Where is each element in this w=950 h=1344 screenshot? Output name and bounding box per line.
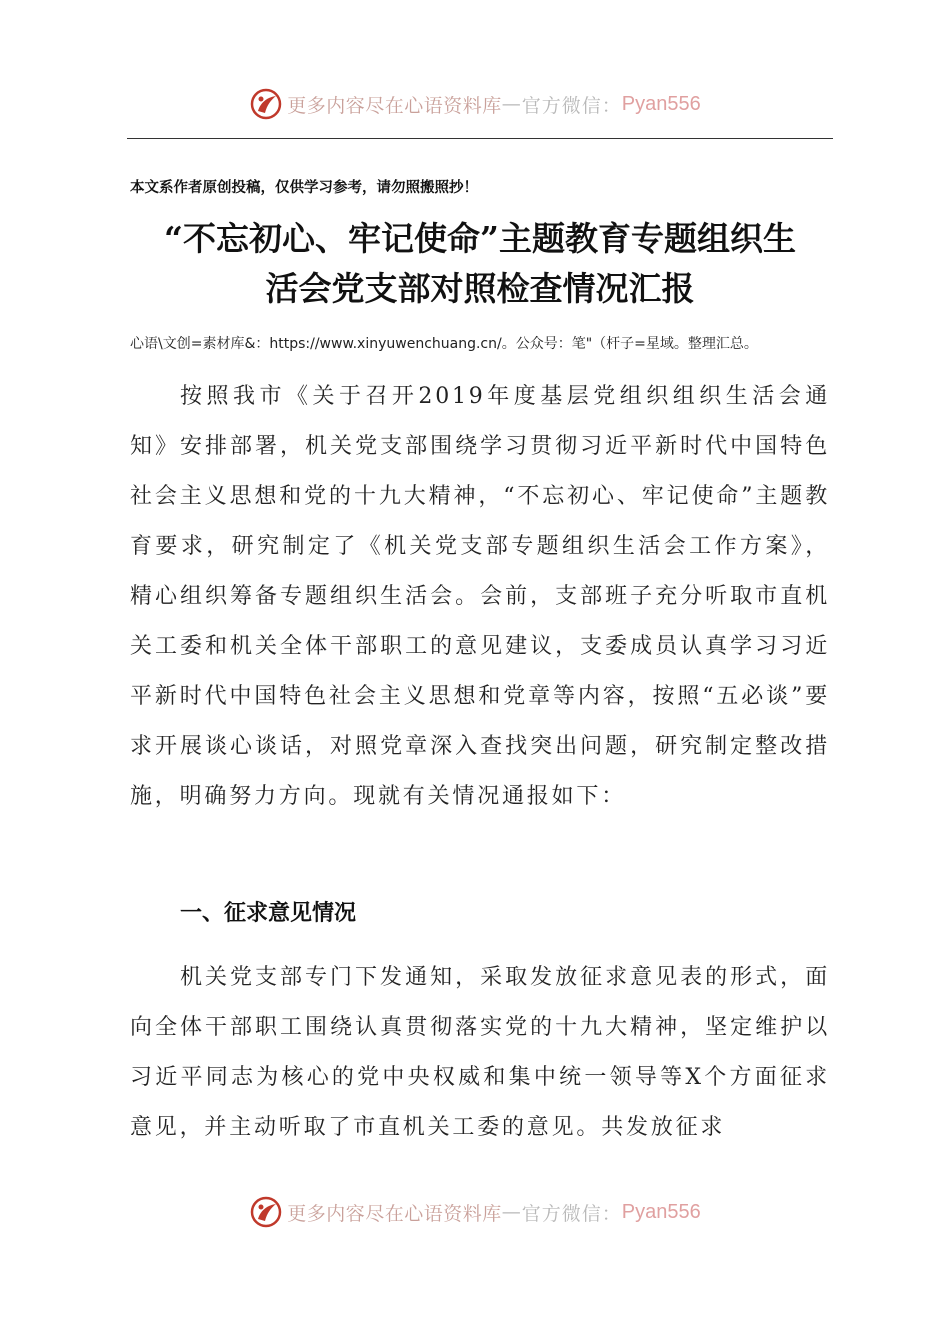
banner-text: 更多内容尽在心语资料库 xyxy=(287,1202,502,1225)
document-title xyxy=(127,214,833,314)
banner-wechat-label: 官方微信： xyxy=(521,1202,622,1225)
title-line-1: “不忘初心、牢记使命”主题教育专题组织生 xyxy=(164,219,796,258)
banner-dash: — xyxy=(501,93,522,115)
section-heading-1: 一、征求意见情况 xyxy=(180,901,357,926)
copyright-notice: 本文系作者原创投稿，仅供学习参考，请勿照搬照抄！ xyxy=(130,179,478,196)
banner-wechat-label: 官方微信： xyxy=(521,94,622,117)
banner-wechat-id: Pyan556 xyxy=(621,92,701,115)
header-divider xyxy=(127,138,833,139)
source-line: 心语\文创=素材库&：https://www.xinyuwenchuang.cn/。公众号：笔"（杆子=星域。整理汇总。 xyxy=(130,336,758,352)
banner-dash: — xyxy=(501,1201,522,1223)
logo-icon xyxy=(249,1195,283,1229)
header-banner xyxy=(0,84,950,124)
banner-text: 更多内容尽在心语资料库 xyxy=(287,94,502,117)
title-line-2: 活会党支部对照检查情况汇报 xyxy=(265,269,695,308)
banner-wechat-id: Pyan556 xyxy=(621,1200,701,1223)
logo-icon xyxy=(249,87,283,121)
body-paragraph-1: 按照我市《关于召开2019年度基层党组织组织生活会通知》安排部署，机关党支部围绕学习贯彻习近平新时代中国特色社会主义思想和党的十九大精神，“不忘初心、牢记使命”主题教育要求，研究制定了《机关党支部专题组织生活会工作方案》，精心组织筹备专题组织生活会。会前，支部班子充分听取市直机关工委和机关全体干部职工的意见建议，支委成员认真学习习近平新时代中国特色社会主义思想和党章等内容，按照“五必谈”要求开展谈心谈话，对照党章深入查找突出问题，研究制定整改措施，明确努力方向。现就有关情况通报如下： xyxy=(130,384,830,809)
footer-banner xyxy=(0,1192,950,1232)
body-paragraph-2: 机关党支部专门下发通知，采取发放征求意见表的形式，面向全体干部职工围绕认真贯彻落实党的十九大精神，坚定维护以习近平同志为核心的党中央权威和集中统一领导等X个方面征求意见，并主动听取了市直机关工委的意见。共发放征求 xyxy=(130,965,830,1140)
